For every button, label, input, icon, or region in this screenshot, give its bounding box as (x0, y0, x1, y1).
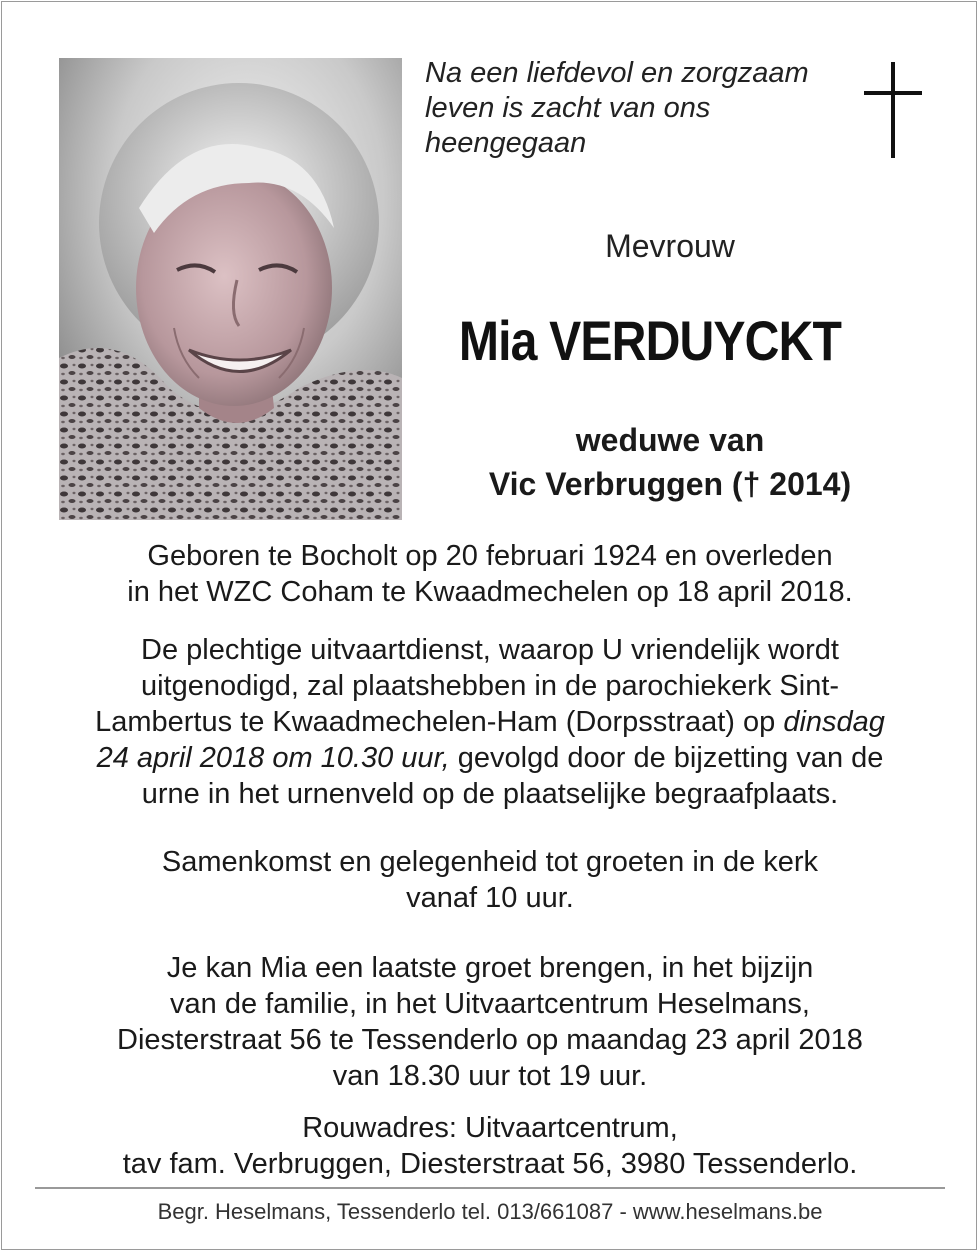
paragraph-line (40, 740, 940, 776)
spouse-name: Vic Verbruggen († 2014) (488, 466, 852, 502)
paragraph-line: Diesterstraat 56 te Tessenderlo op maandag 23 april 2018 (117, 1024, 863, 1056)
footer-text: Begr. Heselmans, Tessenderlo tel. 013/661087 - www.heselmans.be (157, 1199, 823, 1224)
paragraph-line (40, 704, 940, 740)
intro-line: leven is zacht van ons (425, 92, 711, 124)
funeral-paragraph (40, 632, 940, 812)
paragraph-line: van 18.30 uur tot 19 uur. (332, 1060, 648, 1092)
visitation-paragraph (40, 950, 940, 1094)
paragraph-text: Lambertus te Kwaadmechelen-Ham (Dorpsstraat) op (95, 706, 784, 738)
mourning-address (40, 1110, 940, 1182)
paragraph-line: van de familie, in het Uitvaartcentrum Heselmans, (170, 988, 810, 1020)
funeral-date-text: dinsdag (783, 706, 885, 738)
paragraph-line: urne in het urnenveld op de plaatselijke begraafplaats. (141, 778, 839, 810)
birth-death-paragraph (40, 538, 940, 610)
latin-cross-icon (864, 62, 922, 158)
widow-label: weduwe van (575, 422, 765, 458)
intro-line: Na een liefdevol en zorgzaam (425, 57, 809, 89)
paragraph-line: Geboren te Bocholt op 20 februari 1924 en overleden (147, 540, 833, 572)
paragraph-line: Rouwadres: Uitvaartcentrum, (302, 1112, 678, 1144)
paragraph-line: uitgenodigd, zal plaatshebben in de parochiekerk Sint- (140, 670, 840, 702)
paragraph-text: gevolgd door de bijzetting van de (449, 742, 884, 774)
intro-text (425, 56, 845, 161)
deceased-name: Mia VERDUYCKT (458, 309, 842, 372)
footer-divider (35, 1187, 945, 1189)
funeral-time-text: 24 april 2018 om 10.30 uur, (96, 742, 450, 774)
portrait-photo (59, 58, 402, 520)
paragraph-line: vanaf 10 uur. (406, 882, 574, 914)
paragraph-line: De plechtige uitvaartdienst, waarop U vriendelijk wordt (141, 634, 839, 666)
paragraph-line: Samenkomst en gelegenheid tot groeten in de kerk (161, 846, 819, 878)
widow-of (440, 418, 900, 506)
gathering-paragraph (40, 844, 940, 916)
intro-line: heengegaan (425, 127, 587, 159)
paragraph-line: in het WZC Coham te Kwaadmechelen op 18 april 2018. (127, 576, 853, 608)
paragraph-line: Je kan Mia een laatste groet brengen, in het bijzijn (166, 952, 814, 984)
paragraph-line: tav fam. Verbruggen, Diesterstraat 56, 3980 Tessenderlo. (122, 1148, 858, 1180)
salutation: Mevrouw (605, 228, 735, 264)
